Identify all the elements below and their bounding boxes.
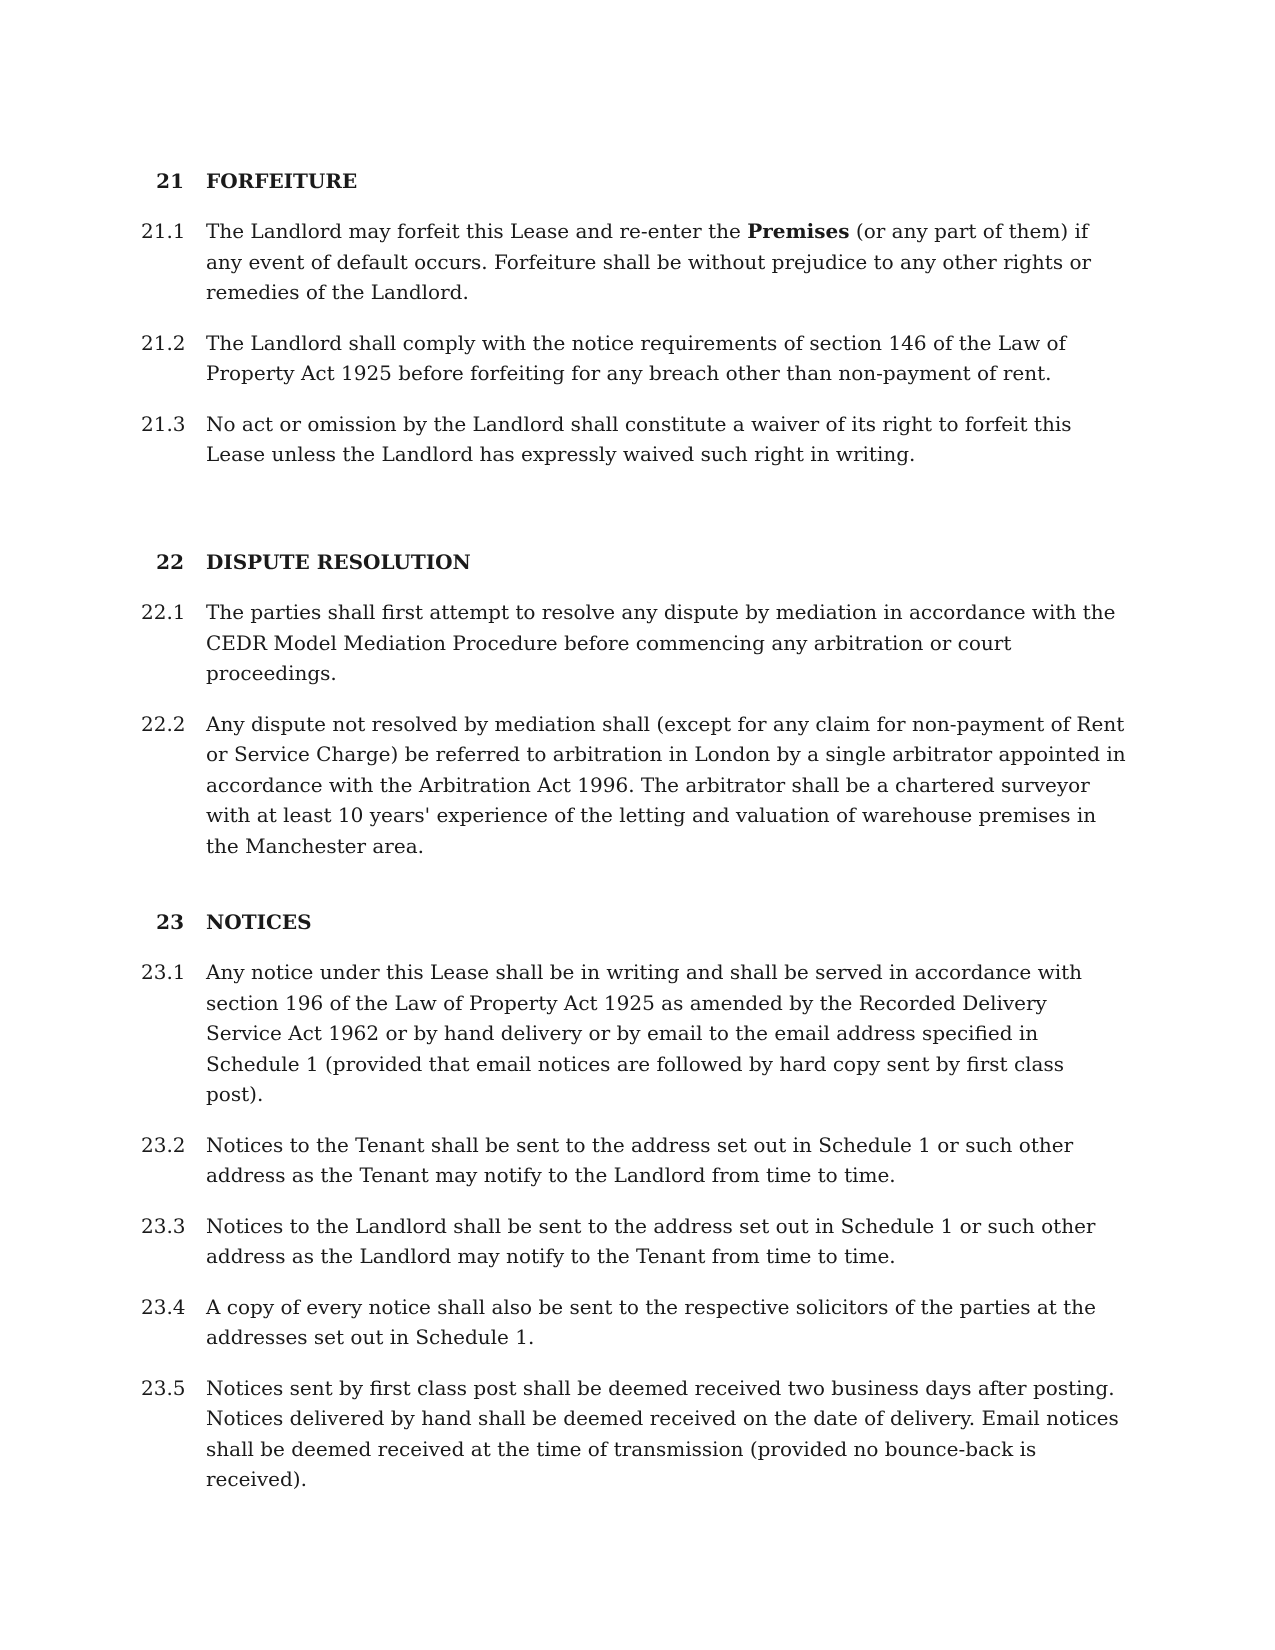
clause-text: The parties shall first attempt to resolve any dispute by mediation in accordance with the CEDR Model Mediation Procedure before commencing any arbitration or court proceedings. bbox=[206, 600, 1116, 685]
clause bbox=[0, 1373, 1275, 1495]
section-heading bbox=[0, 166, 1275, 196]
clause-text: The Landlord shall comply with the notice requirements of section 146 of the Law of Property Act 1925 before forfeiting for any breach other than non-payment of rent. bbox=[206, 330, 1066, 385]
section-number: 23 bbox=[156, 910, 184, 934]
section-dispute-resolution bbox=[0, 547, 1275, 861]
clause-text: Notices to the Tenant shall be sent to the address set out in Schedule 1 or such other address as the Tenant may notify to the Landlord from time to time. bbox=[206, 1132, 1074, 1187]
clause bbox=[0, 597, 1275, 689]
clause bbox=[0, 1130, 1275, 1191]
clause-number: 23.3 bbox=[141, 1213, 186, 1238]
section-title: NOTICES bbox=[206, 910, 312, 934]
clause-text: A copy of every notice shall also be sent to the respective solicitors of the parties at the addresses set out in Schedule 1. bbox=[206, 1294, 1096, 1349]
clause-text: Notices sent by first class post shall be deemed received two business days after posting. Notices delivered by hand shall be deemed received on the date of delivery. Email notices shall be deemed received at the time of transmission (provided no bounce-back is received). bbox=[206, 1375, 1119, 1491]
clause-text: No act or omission by the Landlord shall constitute a waiver of its right to forfeit this Lease unless the Landlord has expressly waived such right in writing. bbox=[206, 411, 1072, 466]
section-notices bbox=[0, 907, 1275, 1495]
clause-number: 23.1 bbox=[141, 960, 186, 984]
section-number: 21 bbox=[156, 169, 184, 193]
defined-term: Premises bbox=[747, 219, 850, 243]
section-title: FORFEITURE bbox=[206, 169, 358, 193]
clause-number: 21.2 bbox=[141, 330, 186, 355]
clause-text bbox=[206, 216, 1126, 308]
clause-number: 23.2 bbox=[141, 1132, 186, 1157]
clause-text: Any dispute not resolved by mediation shall (except for any claim for non-payment of Rent or Service Charge) be referred to arbitration in London by a single arbitrator appointed in accordance with the Arbitration Act 1996. The arbitrator shall be a chartered surveyor with at least 10 years' experience of the letting and valuation of warehouse premises in the Manchester area. bbox=[206, 711, 1126, 858]
section-number: 22 bbox=[156, 550, 184, 574]
section-heading bbox=[0, 547, 1275, 577]
clause-number: 22.1 bbox=[141, 600, 186, 624]
clause bbox=[0, 409, 1275, 470]
clause-text-part: The Landlord may forfeit this Lease and re-enter the bbox=[206, 219, 748, 243]
section-title: DISPUTE RESOLUTION bbox=[206, 550, 471, 574]
clause-number: 23.4 bbox=[141, 1294, 186, 1319]
section-heading bbox=[0, 907, 1275, 937]
clause bbox=[0, 328, 1275, 389]
clause bbox=[0, 1211, 1275, 1272]
clause-text: Any notice under this Lease shall be in writing and shall be served in accordance with section 196 of the Law of Property Act 1925 as amended by the Recorded Delivery Service Act 1962 or by hand delivery or by email to the email address specified in Schedule 1 (provided that email notices are followed by hard copy sent by first class post). bbox=[206, 960, 1083, 1106]
section-forfeiture bbox=[0, 166, 1275, 470]
clause-text: Notices to the Landlord shall be sent to the address set out in Schedule 1 or such other address as the Landlord may notify to the Tenant from time to time. bbox=[206, 1213, 1096, 1268]
clause-number: 22.2 bbox=[141, 711, 186, 736]
clause-text-part: (or any part of them) if any event of default occurs. Forfeiture shall be without prejudice to any other rights or remedies of the Landlord. bbox=[206, 219, 1092, 304]
clause-number: 23.5 bbox=[141, 1375, 186, 1400]
clause-number: 21.3 bbox=[141, 411, 186, 436]
clause bbox=[0, 957, 1275, 1110]
clause-number: 21.1 bbox=[141, 219, 186, 243]
clause bbox=[0, 216, 1275, 308]
clause bbox=[0, 1292, 1275, 1353]
clause bbox=[0, 709, 1275, 862]
